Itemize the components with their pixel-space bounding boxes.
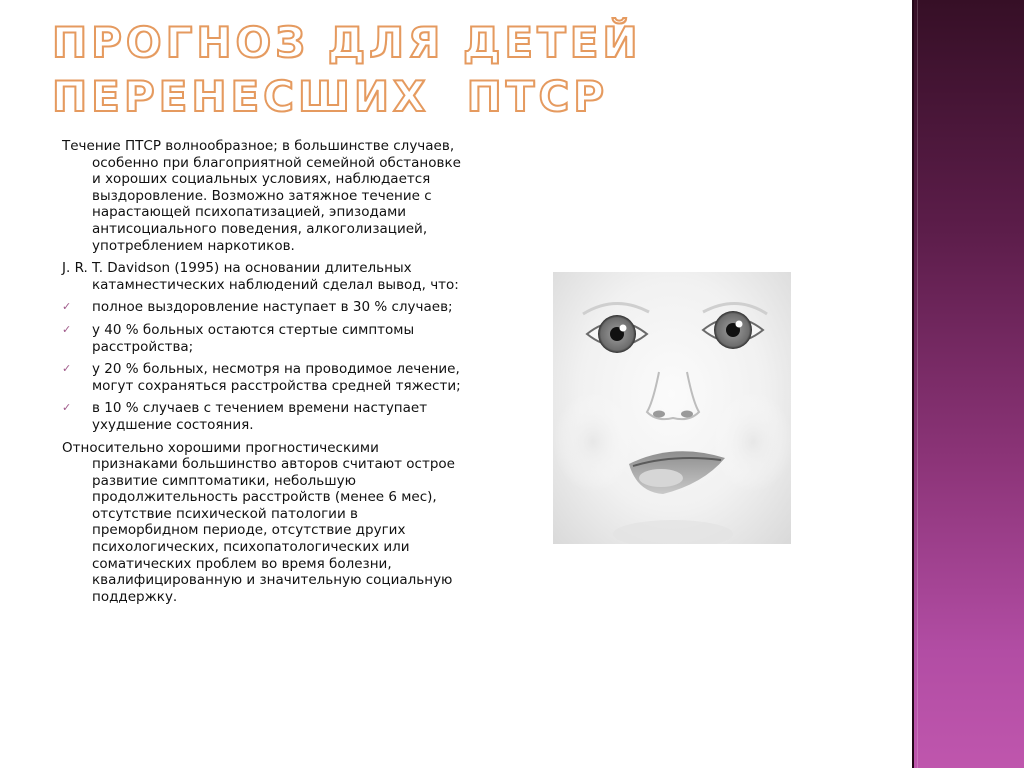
title-line-2: ПЕРЕНЕСШИХ ПТСР xyxy=(52,72,609,121)
check-icon: ✓ xyxy=(62,322,72,336)
decorative-side-band xyxy=(912,0,1024,768)
child-face-photo xyxy=(553,272,791,544)
check-icon: ✓ xyxy=(62,362,72,376)
check-icon: ✓ xyxy=(62,300,72,314)
paragraph-prognostic-signs: Относительно хорошими прогностическими признаками большинство авторов считают острое развитие симптоматики, небольшую продолжительность расстройств (менее 6 мес), отсутствие психической патологии в преморбидном периоде, отсутствие других психологических, психопатологических или соматических проблем во время болезни, квалифицированную и значительную социальную поддержку. xyxy=(62,439,455,605)
list-item xyxy=(62,361,467,394)
side-band-edge xyxy=(912,0,914,768)
list-item xyxy=(62,400,467,433)
slide-title xyxy=(52,16,642,124)
list-item-text: в 10 % случаев с течением времени наступает ухудшение состояния. xyxy=(92,400,428,433)
list-item-text: у 40 % больных остаются стертые симптомы расстройства; xyxy=(92,321,415,355)
check-icon: ✓ xyxy=(62,401,72,415)
list-item xyxy=(62,299,467,316)
paragraph-davidson: J. R. T. Davidson (1995) на основании длительных катамнестических наблюдений сделал вывод, что: xyxy=(62,260,459,293)
list-item-text: у 20 % больных, несмотря на проводимое лечение, могут сохраняться расстройства средней тяжести; xyxy=(92,361,461,394)
list-item xyxy=(62,322,467,355)
side-band-highlight xyxy=(917,0,918,768)
paragraph-course: Течение ПТСР волнообразное; в большинстве случаев, особенно при благоприятной семейной обстановке и хороших социальных условиях, наблюдается выздоровление. Возможно затяжное течение с нарастающей психопатизацией, эпизодами антисоциального поведения, алкоголизацией, употреблением наркотиков. xyxy=(62,138,461,254)
outcome-list xyxy=(62,299,467,433)
slide-content xyxy=(62,138,467,611)
title-line-1: ПРОГНОЗ ДЛЯ ДЕТЕЙ xyxy=(52,18,642,67)
list-item-text: полное выздоровление наступает в 30 % случаев; xyxy=(92,299,453,316)
